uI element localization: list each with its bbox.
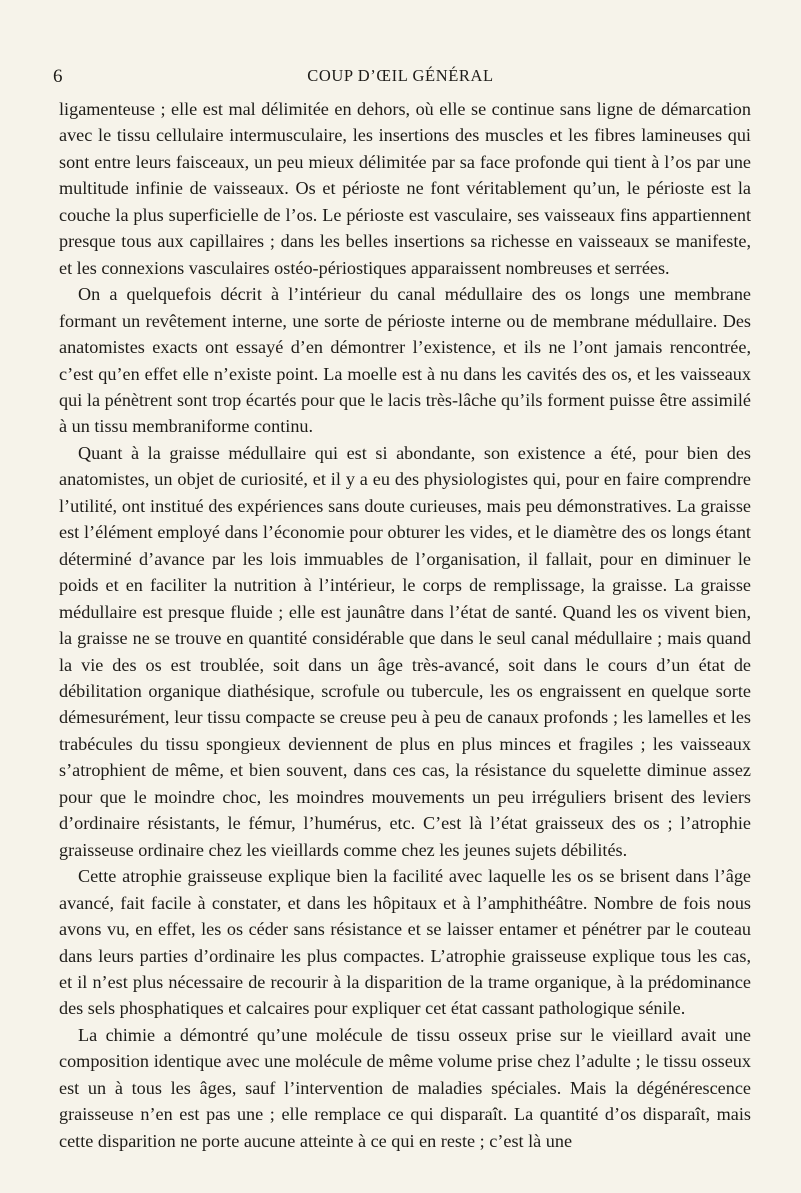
page-number: 6 xyxy=(53,66,63,87)
running-title: COUP D’ŒIL GÉNÉRAL xyxy=(307,66,494,85)
paragraph-membrane: On a quelquefois décrit à l’intérieur du canal médullaire des os longs une membrane formant un revêtement interne, une sorte de périoste interne ou de membrane médullaire. Des anatomistes exacts ont essayé d’en démontrer l’existence, et ils ne l’ont jamais rencontrée, c’est qu’en effet elle n’existe point. La moelle est à nu dans les cavités des os, et les vaisseaux qui la pénètrent sont trop écartés pour que le lacis très-lâche qu’ils forment puisse être assimilé à un tissu membraniforme continu. xyxy=(59,284,751,437)
page-header xyxy=(0,66,801,90)
paragraph-graisse: Quant à la graisse médullaire qui est si abondante, son existence a été, pour bien des anatomistes, un objet de curiosité, et il y a eu des physiologistes qui, pour en faire comprendre l’utilité, ont institué des expériences sans doute curieuses, mais peu démonstratives. La graisse est l’élément employé dans l’économie pour obturer les vides, et le diamètre des os longs étant déterminé d’avance par les lois immuables de l’organisation, il fallait, pour en diminuer le poids et en faciliter la nutrition à l’intérieur, le corps de remplissage, la graisse. La graisse médullaire est presque fluide ; elle est jaunâtre dans l’état de santé. Quand les os vivent bien, la graisse ne se trouve en quantité considérable que dans le seul canal médullaire ; mais quand la vie des os est troublée, soit dans un âge très-avancé, soit dans le cours d’un état de débilitation organique diathésique, scrofule ou tubercule, les os engraissent en quelque sorte démesurément, leur tissu compacte se creuse peu à peu de canaux profonds ; les lamelles et les trabécules du tissu spongieux deviennent de plus en plus minces et fragiles ; les vaisseaux s’atrophient de même, et bien souvent, dans ces cas, la résistance du squelette diminue assez pour que le moindre choc, les moindres mouvements un peu irréguliers brisent des leviers d’ordinaire résistants, le fémur, l’humérus, etc. C’est là l’état graisseux des os ; l’atrophie graisseuse ordinaire chez les vieillards comme chez les jeunes sujets débilités. xyxy=(59,442,751,860)
paragraph-continued: ligamenteuse ; elle est mal délimitée en dehors, où elle se continue sans ligne de démarcation avec le tissu cellulaire intermusculaire, les insertions des muscles et les fibres lamineuses qui sont entre leurs faisceaux, un peu mieux délimitée par sa face profonde qui tient à l’os par une multitude infinie de vaisseaux. Os et périoste ne font véritablement qu’un, le périoste est la couche la plus superficielle de l’os. Le périoste est vasculaire, ses vaisseaux fins appartiennent presque tous aux capillaires ; dans les belles insertions sa richesse en vaisseaux se manifeste, et les connexions vasculaires ostéo-périostiques apparaissent nombreuses et serrées. xyxy=(59,99,751,278)
body-text xyxy=(59,96,751,1154)
paragraph-chimie: La chimie a démontré qu’une molécule de tissu osseux prise sur le vieillard avait une composition identique avec une molécule de même volume prise chez l’adulte ; le tissu osseux est un à tous les âges, sauf l’intervention de maladies spéciales. Mais la dégénérescence graisseuse n’en est pas une ; elle remplace ce qui disparaît. La quantité d’os disparaît, mais cette disparition ne porte aucune atteinte à ce qui en reste ; c’est là une xyxy=(59,1024,751,1151)
paragraph-atrophie: Cette atrophie graisseuse explique bien la facilité avec laquelle les os se brisent dans l’âge avancé, fait facile à constater, et dans les hôpitaux et à l’amphithéâtre. Nombre de fois nous avons vu, en effet, les os céder sans résistance et se laisser entamer et pénétrer par le couteau dans leurs parties d’ordinaire les plus compactes. L’atrophie graisseuse explique tous les cas, et il n’est plus nécessaire de recourir à la disparition de la trame organique, à la prédominance des sels phosphatiques et calcaires pour expliquer cet état cassant pathologique sénile. xyxy=(59,866,751,1019)
